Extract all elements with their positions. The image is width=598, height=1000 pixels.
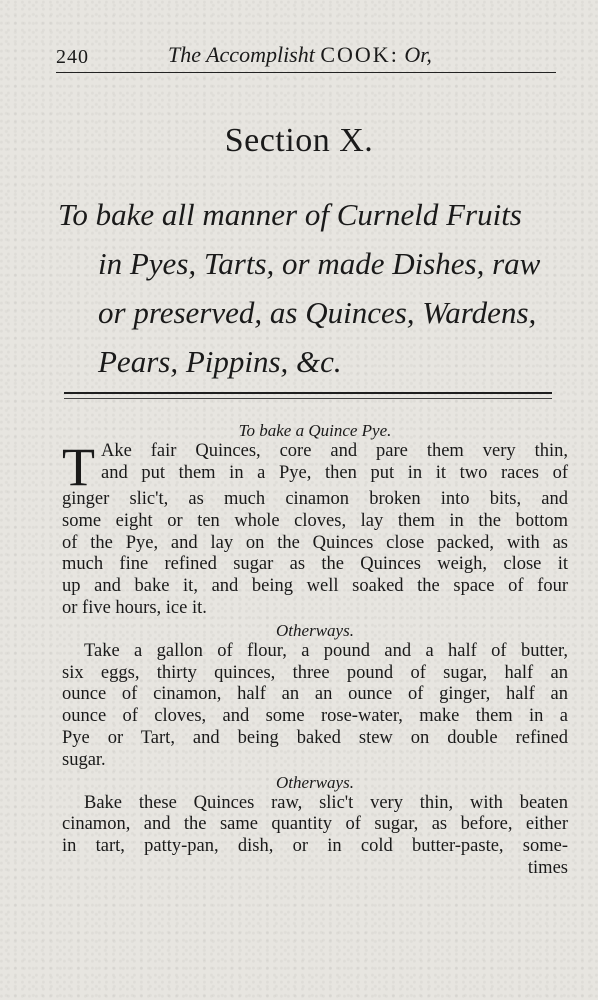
text-line: Take a gallon of flour, a pound and a half of butter, <box>84 640 568 661</box>
recipe-title: To bake a Quince Pye. <box>238 421 392 440</box>
text-line: ounce of cinamon, half an an ounce of ginger, half an <box>62 684 568 705</box>
page-header <box>56 42 556 72</box>
chapter-heading <box>58 190 578 386</box>
recipe-paragraph <box>62 437 568 620</box>
text-line: much fine refined sugar as the Quinces weigh, close it <box>62 554 568 575</box>
text-line: some eight or ten whole cloves, lay them in the bottom <box>62 510 568 531</box>
text-line: six eggs, thirty quinces, three pound of sugar, half an <box>62 662 568 683</box>
text-line: sugar. <box>62 749 106 770</box>
text-line: up and bake it, and being well soaked the space of four <box>62 576 568 597</box>
body-text <box>62 420 568 880</box>
text-line: ginger slic't, as much cinamon broken into bits, and <box>62 489 568 509</box>
text-line: Pye or Tart, and being baked stew on double refined <box>62 727 568 748</box>
text-line: and put them in a Pye, then put in it two races of <box>101 462 568 483</box>
text-line: of the Pye, and lay on the Quinces close packed, with as <box>62 532 568 553</box>
otherways-paragraph <box>62 641 568 772</box>
otherways-heading: Otherways. <box>276 772 354 792</box>
header-rule <box>56 72 556 73</box>
catchword: times <box>527 857 568 878</box>
running-title-caps: COOK: <box>320 42 399 67</box>
text-line: ounce of cloves, and some rose-water, make them in a <box>62 706 568 727</box>
running-title <box>168 42 432 68</box>
page-number: 240 <box>56 46 89 68</box>
chapter-heading-line: To bake all manner of Curneld Fruits <box>58 197 522 232</box>
otherways-heading: Otherways. <box>276 620 354 640</box>
chapter-heading-line: Pears, Pippins, &c. <box>98 344 342 379</box>
chapter-heading-line: or preserved, as Quinces, Wardens, <box>98 295 537 330</box>
text-line: Ake fair Quinces, core and pare them very thin, <box>101 441 568 461</box>
running-title-italic: The Accomplisht <box>168 42 315 67</box>
running-title-end: Or, <box>404 42 432 67</box>
drop-cap: T <box>62 437 95 497</box>
text-line: or five hours, ice it. <box>62 597 207 618</box>
text-line: in tart, patty-pan, dish, or in cold butter-paste, some- <box>62 836 568 857</box>
chapter-heading-line: in Pyes, Tarts, or made Dishes, raw <box>98 246 541 281</box>
otherways-paragraph <box>62 793 568 880</box>
double-rule-divider <box>64 392 552 399</box>
text-line: cinamon, and the same quantity of sugar, as before, either <box>62 814 568 835</box>
text-line: Bake these Quinces raw, slic't very thin, with beaten <box>84 792 568 813</box>
section-title: Section X. <box>224 122 374 159</box>
